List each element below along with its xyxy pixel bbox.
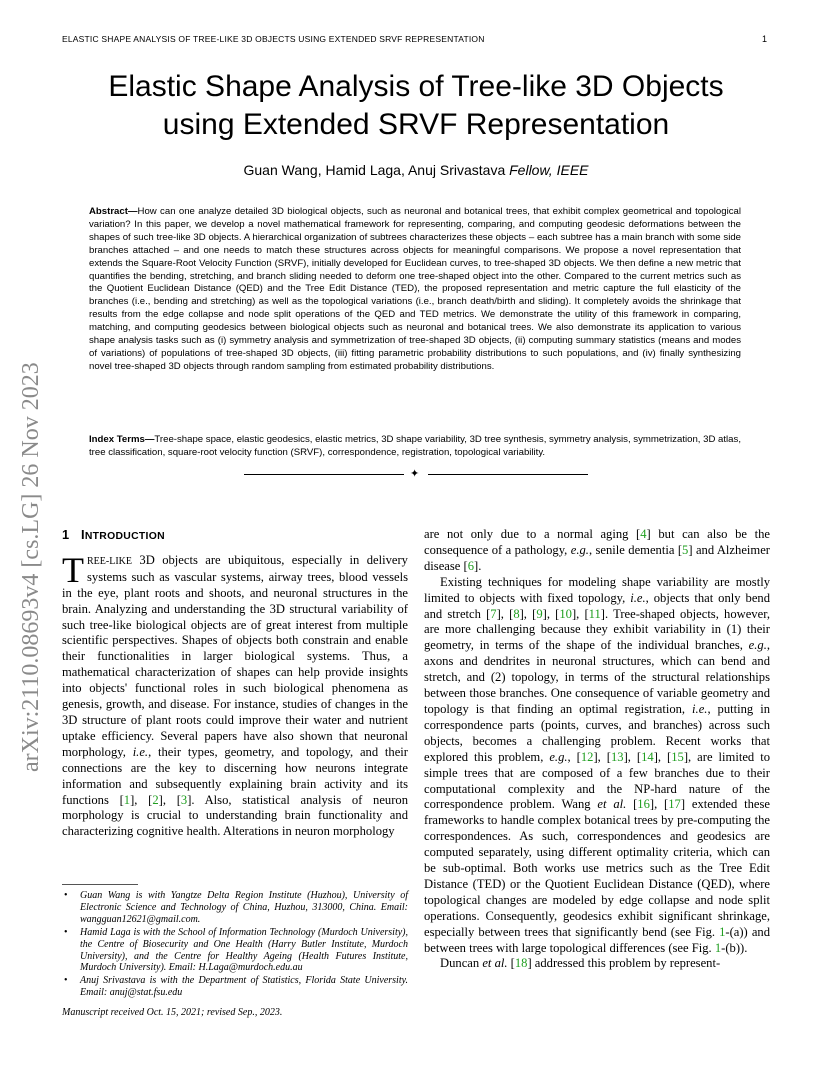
manuscript-note: Manuscript received Oct. 15, 2021; revised Sep., 2023. xyxy=(62,1007,283,1019)
right-column xyxy=(424,527,770,972)
bullet-icon: • xyxy=(64,890,68,901)
author-suffix: Fellow, IEEE xyxy=(509,162,589,178)
section-divider xyxy=(244,468,588,480)
footnote-text: Anuj Srivastava is with the Department of Statistics, Florida State University. Email: anuj@stat.fsu.edu xyxy=(80,975,408,999)
intro-text: 3D objects are ubiquitous, especially in delivery systems such as vascular systems, airway trees, blood vessels in the eye, plant roots and shoots, and neuronal structures in the brain. Analyzing and understanding the 3D structural variability of such tree-like biological objects are of great interest from multiple scientific perspectives. Shapes of objects both constrain and enable their functionalities in larger biological systems. Thus, a mathematical characterization of shapes can help provide insights into objects' functional roles in such biological phenomena as genesis, growth, and disease. For instance, studies of changes in the 3D structure of plant roots could improve their water and nutrient uptake efficiency. Several papers have also shown that neuronal morphology, i.e., their types, geometry, and topology, and their connections are the key to discerning how neurons integrate information and subsequently explaining brain activity and its functions [1], [2], [3]. Also, statistical analysis of neuron morphology is crucial to understanding brain functionality and characterizing cognitive health. Alterations in neuron morphology xyxy=(62,552,409,839)
abstract-label: Abstract xyxy=(89,206,128,217)
footnotes xyxy=(62,890,408,1019)
body-paragraph: are not only due to a normal aging [4] but can also be the consequence of a pathology, e.g., senile dementia [5] and Alzheimer disease [6]. xyxy=(424,527,770,573)
title-line-2: using Extended SRVF Representation xyxy=(162,108,670,141)
divider-line-right xyxy=(428,474,588,475)
abstract: Abstract—How can one analyze detailed 3D biological objects, such as neuronal and botanical trees, that exhibit complex geometrical and topological variation? In this paper, we develop a novel mathematical framework for representing, comparing, and computing geodesic deformations between the shapes of such tree-like 3D objects. A hierarchical organization of subtrees characterizes these objects – each subtree has a main branch with some side branches attached – and one needs to match these structures across objects for meaningful comparisons. We propose a novel representation that extends the Square-Root Velocity Function (SRVF), initially developed for Euclidean curves, to tree-shaped 3D objects. We then define a new metric that quantifies the bending, stretching, and branch sliding needed to deform one tree-shaped object into the other. Compared to the current metrics such as the Quotient Euclidean Distance (QED) and the Tree Edit Distance (TED), the proposed representation and metric capture the full elasticity of the branches (i.e., bending and stretching) as well as the topological variations (i.e., branch death/birth and sliding). It completely avoids the shrinkage that results from the edge collapse and node split operations of the QED and TED metrics. We demonstrate the utility of this framework in comparing, matching, and computing geodesics between biological objects such as neuronal and botanical trees. We also demonstrate its application to various shape analysis tasks such as (i) symmetry analysis and symmetrization of tree-shaped 3D objects, (ii) computing summary statistics (means and modes of variations) of populations of tree-shaped 3D objects, (iii) fitting parametric probability distributions to such populations, and (iv) finally synthesizing novel tree-shaped 3D objects through random sampling from estimated probability distributions. xyxy=(89,206,741,372)
section-title-cap: I xyxy=(81,527,85,542)
author-list xyxy=(60,162,772,178)
footnote-item xyxy=(62,927,408,975)
page-number: 1 xyxy=(762,34,768,44)
bullet-icon: • xyxy=(64,926,68,938)
bullet-icon: • xyxy=(64,975,68,987)
body-paragraph: Duncan et al. [18] addressed this problem by represent- xyxy=(440,956,721,971)
arxiv-stamp: arXiv:2110.08693v4 [cs.LG] 26 Nov 2023 xyxy=(18,362,44,772)
author-names: Guan Wang, Hamid Laga, Anuj Srivastava xyxy=(243,162,506,178)
footnote-rule xyxy=(62,884,138,885)
index-terms-text: Tree-shape space, elastic geodesics, elastic metrics, 3D shape variability, 3D tree synthesis, symmetry analysis, symmetrization, 3D atlas, tree classification, square-root velocity function (SRVF), correspondence, registration, topological variability. xyxy=(89,434,741,458)
footnote-item xyxy=(62,890,408,926)
section-title-rest: NTRODUCTION xyxy=(84,531,165,542)
intro-paragraph xyxy=(62,549,409,840)
body-paragraph: Existing techniques for modeling shape variability are mostly limited to objects with fixed topology, i.e., objects that only bend and stretch [7], [8], [9], [10], [11]. Tree-shaped objects, however, are more challenging because they exhibit variability in (1) their geometry, in terms of the shape of the individual branches, e.g., axons and dendrites in neuronal structures, which can bend and stretch, and (2) topology, in terms of the structural relationships between those branches. One consequence of variable geometry and topology is that finding an optimal registration, i.e., putting in correspondence parts (points, curves, and branches) across such objects, becomes a challenging problem. Recent works that explored this problem, e.g., [12], [13], [14], [15], are limited to simple trees that are composed of a few branches due to their computational complexity and the NP-hard nature of the correspondence problem. Wang et al. [16], [17] extended these frameworks to handle complex botanical trees by pre-computing the correspondences. As such, correspondences and geodesics are computed separately, using different optimality criteria, which can be sub-optimal. Both works use metrics such as the Tree Edit Distance (TED) or the Quotient Euclidean Distance (QED), where topological changes are modeled by edge collapse and node split operations. Consequently, geodesics exhibit significant shrinkage, especially between trees that significantly bend (see Fig. 1-(a)) and between trees with large topological differences (see Fig. 1-(b)). xyxy=(424,574,771,955)
section-number: 1 xyxy=(62,527,70,542)
footnote-text: Guan Wang is with Yangtze Delta Region Institute (Huzhou), University of Electronic Science and Technology of China, Huzhou, 313000, China. Email: wangguan12621@gmail.com. xyxy=(80,890,408,925)
divider-diamond-icon: ✦ xyxy=(410,468,420,480)
index-terms: Index Terms—Tree-shape space, elastic geodesics, elastic metrics, 3D shape variability, 3D tree synthesis, symmetry analysis, symmetrization, 3D atlas, tree classification, square-root velocity function (SRVF), correspondence, registration, topological variability. xyxy=(89,434,741,458)
abstract-text: How can one analyze detailed 3D biological objects, such as neuronal and botanical trees, that exhibit complex geometrical and topological variation? In this paper, we develop a novel mathematical framework for representing, comparing, and computing geodesic deformations between the shapes of such tree-like 3D objects. A hierarchical organization of subtrees characterizes these objects – each subtree has a main branch with some side branches attached – and one needs to match these structures across objects for meaningful comparisons. We propose a novel representation that extends the Square-Root Velocity Function (SRVF), initially developed for Euclidean curves, to tree-shaped 3D objects. We then define a new metric that quantifies the bending, stretching, and branch sliding needed to deform one tree-shaped object into the other. Compared to the current metrics such as the Quotient Euclidean Distance (QED) and the Tree Edit Distance (TED), the proposed representation and metric capture the full elasticity of the branches (i.e., bending and stretching) as well as the topological variations (i.e., branch death/birth and sliding). It completely avoids the shrinkage that results from the edge collapse and node split operations of the QED and TED metrics. We demonstrate the utility of this framework in comparing, matching, and computing geodesics between biological objects such as neuronal and botanical trees. We also demonstrate its application to various shape analysis tasks such as (i) symmetry analysis and symmetrization of tree-shaped 3D objects, (ii) computing summary statistics (means and modes of variations) of populations of tree-shaped 3D objects, (iii) fitting parametric probability distributions to such populations, and (iv) finally synthesizing novel tree-shaped 3D objects through random sampling from estimated probability distributions. xyxy=(89,206,741,372)
index-terms-label: Index Terms xyxy=(89,434,145,445)
running-header: ELASTIC SHAPE ANALYSIS OF TREE-LIKE 3D OBJECTS USING EXTENDED SRVF REPRESENTATION xyxy=(62,34,485,44)
footnote-text: Hamid Laga is with the School of Information Technology (Murdoch University), the Centre of Biosecurity and One Health (Harry Butler Institute, Murdoch University), and the Centre for Healthy Ageing (Health Futures Institute, Murdoch University). Email: H.Laga@murdoch.edu.au xyxy=(80,926,408,974)
left-column xyxy=(62,527,408,840)
paper-title xyxy=(60,68,772,144)
title-line-1: Elastic Shape Analysis of Tree-like 3D Objects xyxy=(108,70,724,103)
divider-line-left xyxy=(244,474,404,475)
section-heading xyxy=(62,527,408,545)
intro-smallcaps: REE-LIKE xyxy=(87,555,132,567)
drop-cap: T xyxy=(62,549,84,590)
footnote-item xyxy=(62,975,408,999)
